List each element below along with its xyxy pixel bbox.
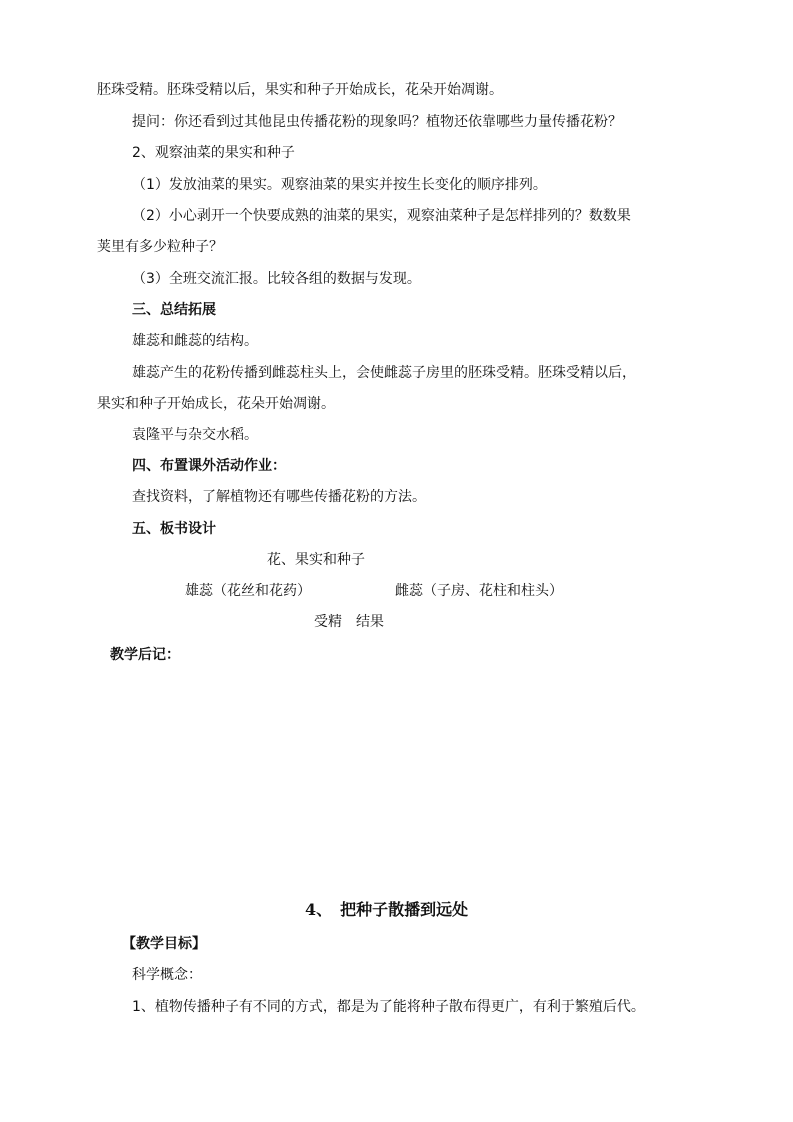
activity-heading: 2、观察油菜的果实和种子 bbox=[132, 145, 295, 161]
step-3: （3）全班交流汇报。比较各组的数据与发现。 bbox=[132, 271, 421, 287]
question-line: 提问：你还看到过其他昆虫传播花粉的现象吗？植物还依靠哪些力量传播花粉？ bbox=[132, 114, 622, 130]
homework-line: 查找资料，了解植物还有哪些传播花粉的方法。 bbox=[132, 489, 426, 505]
science-concept-label: 科学概念： bbox=[132, 967, 202, 983]
summary-line: 雄蕊和雌蕊的结构。 bbox=[132, 333, 258, 349]
board-pistil: 雌蕊（子房、花柱和柱头） bbox=[395, 583, 563, 599]
teaching-notes-label: 教学后记： bbox=[110, 647, 180, 663]
step-2: （2）小心剥开一个快要成熟的油菜的果实，观察油菜种子是怎样排列的？数数果 bbox=[132, 208, 631, 224]
science-concept-item: 1、植物传播种子有不同的方式，都是为了能将种子散布得更广，有利于繁殖后代。 bbox=[132, 999, 645, 1015]
teaching-goal-heading: 【教学目标】 bbox=[122, 936, 206, 952]
paragraph-line: 胚珠受精。胚珠受精以后，果实和种子开始成长，花朵开始凋谢。 bbox=[97, 82, 503, 98]
step-2-continued: 荚里有多少粒种子？ bbox=[97, 239, 223, 255]
homework-heading: 四、布置课外活动作业： bbox=[132, 458, 286, 474]
board-title: 花、果实和种子 bbox=[267, 552, 365, 568]
summary-heading: 三、总结拓展 bbox=[132, 302, 216, 318]
lesson-title: 4、 把种子散播到远处 bbox=[305, 900, 469, 919]
step-1: （1）发放油菜的果实。观察油菜的果实并按生长变化的顺序排列。 bbox=[132, 177, 547, 193]
summary-line: 果实和种子开始成长，花朵开始凋谢。 bbox=[97, 396, 335, 412]
board-design-heading: 五、板书设计 bbox=[132, 521, 216, 537]
summary-line: 雄蕊产生的花粉传播到雌蕊柱头上，会使雌蕊子房里的胚珠受精。胚珠受精以后， bbox=[132, 365, 636, 381]
summary-line: 袁隆平与杂交水稻。 bbox=[132, 427, 258, 443]
board-stamen: 雄蕊（花丝和花药） bbox=[185, 583, 311, 599]
board-process: 受精 结果 bbox=[314, 614, 384, 630]
